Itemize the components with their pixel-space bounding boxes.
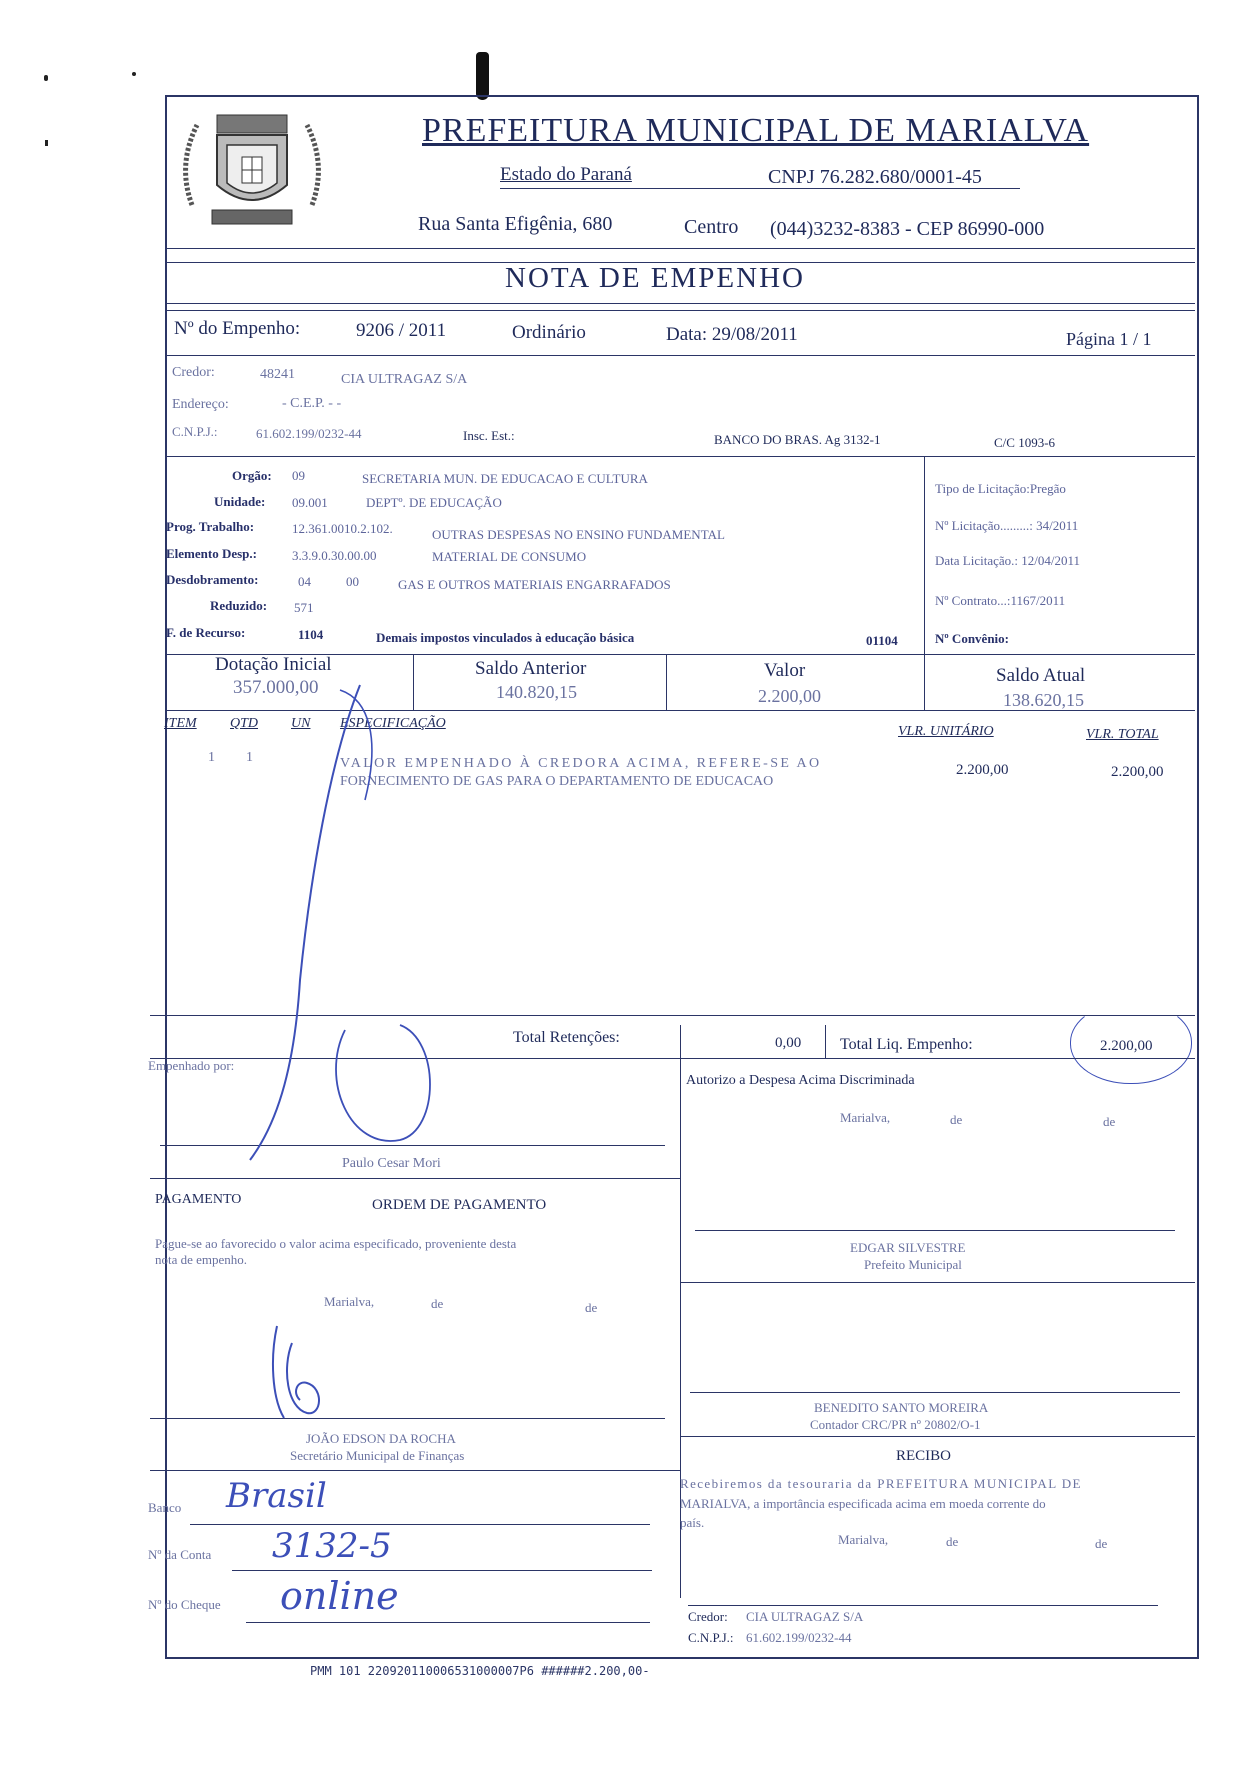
espec-col-header: ESPECIFICAÇÃO [340, 716, 446, 731]
signature-line [690, 1392, 1180, 1393]
endereco-value: - C.E.P. - - [282, 396, 342, 411]
orgao-label: Orgão: [232, 468, 272, 483]
phone-cep: (044)3232-8383 - CEP 86990-000 [770, 218, 1045, 240]
numero-convenio: Nº Convênio: [935, 631, 1009, 646]
address: Rua Santa Efigênia, 680 [418, 213, 613, 235]
cheque-handwritten: online [280, 1574, 399, 1618]
recibo-credor: CIA ULTRAGAZ S/A [746, 1609, 864, 1624]
total-liq-label: Total Liq. Empenho: [840, 1036, 973, 1053]
contador-name: BENEDITO SANTO MOREIRA [814, 1400, 989, 1415]
prefeito-title: Prefeito Municipal [864, 1257, 962, 1272]
saldo-anterior-label: Saldo Anterior [475, 658, 587, 679]
divider-vertical [924, 456, 925, 654]
header-address-underline [500, 188, 1020, 189]
recibo-city: Marialva, [838, 1532, 889, 1547]
pagamento-city: Marialva, [324, 1294, 375, 1309]
prog-trabalho-desc: OUTRAS DESPESAS NO ENSINO FUNDAMENTAL [432, 527, 725, 542]
prog-trabalho-label: Prog. Trabalho: [166, 519, 255, 534]
credor-cnpj: 61.602.199/0232-44 [256, 426, 362, 441]
total-retencoes-value: 0,00 [775, 1035, 802, 1051]
contador-title: Contador CRC/PR nº 20802/O-1 [810, 1417, 981, 1432]
autorizo-de2: de [1103, 1114, 1116, 1129]
secretario-name: JOÃO EDSON DA ROCHA [306, 1431, 456, 1446]
item-total-value: 2.200,00 [1111, 764, 1164, 780]
dotacao-value: 357.000,00 [233, 677, 319, 698]
recibo-text-line3: país. [680, 1515, 705, 1530]
dotacao-label: Dotação Inicial [215, 654, 332, 675]
scan-speck [45, 140, 48, 146]
recibo-text-line1: Recebiremos da tesouraria da PREFEITURA MUNICIPAL DE [680, 1476, 1082, 1491]
total-retencoes-label: Total Retenções: [513, 1029, 620, 1046]
divider [680, 1282, 1195, 1283]
numero-licitacao: Nº Licitação.........: 34/2011 [935, 518, 1079, 533]
item-qtd: 1 [246, 750, 253, 765]
autorizo-label: Autorizo a Despesa Acima Discriminada [686, 1073, 915, 1088]
saldo-atual-value: 138.620,15 [1003, 690, 1084, 710]
elemento-desc: MATERIAL DE CONSUMO [432, 549, 587, 564]
desdobramento-sub: 00 [346, 574, 359, 589]
unidade-code: 09.001 [292, 495, 328, 510]
autorizo-city: Marialva, [840, 1110, 891, 1125]
cheque-label: Nº do Cheque [148, 1597, 221, 1612]
valor-value: 2.200,00 [758, 686, 821, 706]
divider-vertical [924, 654, 925, 710]
credor-name: CIA ULTRAGAZ S/A [341, 372, 468, 387]
recurso-label: F. de Recurso: [166, 625, 246, 640]
desdobramento-label: Desdobramento: [166, 572, 259, 587]
total-col-header: VLR. TOTAL [1086, 727, 1159, 742]
divider [165, 248, 1195, 249]
saldo-anterior-value: 140.820,15 [496, 682, 577, 702]
unit-col-header: VLR. UNITÁRIO [898, 724, 994, 739]
pagamento-de2: de [585, 1300, 598, 1315]
orgao-desc: SECRETARIA MUN. DE EDUCACAO E CULTURA [362, 471, 648, 486]
empenhado-name: Paulo Cesar Mori [342, 1156, 441, 1171]
conta-line [232, 1570, 652, 1571]
autorizo-de1: de [950, 1112, 963, 1127]
valor-label: Valor [764, 660, 806, 681]
empenho-date: Data: 29/08/2011 [666, 324, 798, 345]
unidade-label: Unidade: [214, 494, 266, 509]
recurso-code-right: 01104 [866, 633, 898, 648]
ink-blot [476, 52, 489, 100]
total-circle-mark [1070, 1002, 1192, 1084]
prefeitura-title: PREFEITURA MUNICIPAL DE MARIALVA [422, 112, 1090, 149]
pagamento-de1: de [431, 1296, 444, 1311]
signature-line [688, 1605, 1158, 1606]
cheque-line [246, 1622, 650, 1623]
orgao-code: 09 [292, 468, 305, 483]
scan-speck [132, 72, 136, 76]
conta-handwritten: 3132-5 [272, 1526, 392, 1566]
signature-empenhado [240, 680, 460, 1180]
pagamento-text-line2: nota de empenho. [155, 1252, 248, 1267]
document-title: NOTA DE EMPENHO [505, 262, 805, 294]
elemento-label: Elemento Desp.: [166, 546, 257, 561]
divider [150, 1470, 680, 1471]
desdobramento-desc: GAS E OUTROS MATERIAIS ENGARRAFADOS [398, 577, 671, 592]
credor-bank: BANCO DO BRAS. Ag 3132-1 [714, 432, 881, 447]
data-licitacao: Data Licitação.: 12/04/2011 [935, 553, 1080, 568]
divider [680, 1436, 1195, 1437]
prefeito-name: EDGAR SILVESTRE [850, 1240, 966, 1255]
item-col-header: ITEM [164, 716, 197, 731]
item-number: 1 [208, 750, 215, 765]
unidade-desc: DEPTº. DE EDUCAÇÃO [366, 495, 502, 510]
recurso-desc: Demais impostos vinculados à educação básica [376, 630, 635, 645]
scan-speck [44, 75, 48, 81]
machine-print: PMM 101 220920110006531000007P6 ######2.200,00- [310, 1664, 650, 1678]
credor-account: C/C 1093-6 [994, 435, 1056, 450]
saldo-atual-label: Saldo Atual [996, 665, 1086, 686]
secretario-title: Secretário Municipal de Finanças [290, 1448, 465, 1463]
empenho-type: Ordinário [512, 322, 586, 343]
recibo-de2: de [1095, 1536, 1108, 1551]
empenho-number-label: Nº do Empenho: [174, 318, 301, 339]
reduzido-label: Reduzido: [210, 598, 268, 613]
endereco-label: Endereço: [172, 397, 229, 412]
divider [165, 355, 1195, 356]
municipal-coat-of-arms [172, 105, 332, 235]
item-espec-line1: VALOR EMPENHADO À CREDORA ACIMA, REFERE-SE AO [340, 756, 822, 771]
recibo-credor-label: Credor: [688, 1609, 728, 1624]
credor-label: Credor: [172, 365, 215, 380]
estado-label: Estado do Paraná [500, 164, 632, 185]
district: Centro [684, 216, 739, 238]
divider-vertical [825, 1025, 826, 1058]
recibo-label: RECIBO [896, 1448, 952, 1464]
tipo-licitacao: Tipo de Licitação:Pregão [935, 481, 1066, 496]
recibo-cnpj-label: C.N.P.J.: [688, 1630, 734, 1645]
credor-code: 48241 [260, 367, 295, 382]
ordem-pagamento-label: ORDEM DE PAGAMENTO [372, 1197, 547, 1213]
banco-line [190, 1524, 650, 1525]
conta-label: Nº da Conta [148, 1547, 212, 1562]
divider-vertical [666, 654, 667, 710]
page-number: Página 1 / 1 [1066, 329, 1152, 349]
item-espec-line2: FORNECIMENTO DE GAS PARA O DEPARTAMENTO DE EDUCACAO [340, 774, 774, 789]
qtd-col-header: QTD [230, 716, 259, 731]
desdobramento-code: 04 [298, 574, 311, 589]
recibo-cnpj: 61.602.199/0232-44 [746, 1630, 852, 1645]
signature-line [695, 1230, 1175, 1231]
recurso-code: 1104 [298, 627, 324, 642]
reduzido-code: 571 [294, 600, 314, 615]
recibo-text-line2: MARIALVA, a importância especificada acima em moeda corrente do [680, 1496, 1046, 1511]
total-liq-value: 2.200,00 [1100, 1038, 1153, 1054]
elemento-code: 3.3.9.0.30.00.00 [292, 548, 377, 563]
un-col-header: UN [291, 716, 311, 731]
divider-vertical [680, 1025, 681, 1058]
prog-trabalho-code: 12.361.0010.2.102. [292, 521, 393, 536]
recibo-de1: de [946, 1534, 959, 1549]
insc-est-label: Insc. Est.: [463, 428, 515, 443]
cnpj-prefeitura: CNPJ 76.282.680/0001-45 [768, 166, 982, 188]
signature-pagamento [262, 1318, 342, 1428]
numero-contrato: Nº Contrato...:1167/2011 [935, 593, 1066, 608]
item-unit-value: 2.200,00 [956, 762, 1009, 778]
signature-line [150, 1418, 665, 1419]
credor-cnpj-label: C.N.P.J.: [172, 424, 218, 439]
empenho-number: 9206 / 2011 [356, 320, 447, 341]
empenhado-label: Empenhado por: [148, 1058, 235, 1073]
pagamento-label: PAGAMENTO [155, 1192, 242, 1207]
divider [165, 310, 1195, 311]
banco-handwritten: Brasil [226, 1476, 327, 1516]
divider [165, 456, 1195, 457]
banco-label: Banco [148, 1500, 182, 1515]
pagamento-text-line1: Pague-se ao favorecido o valor acima especificado, proveniente desta [155, 1236, 517, 1251]
divider [165, 303, 1195, 304]
